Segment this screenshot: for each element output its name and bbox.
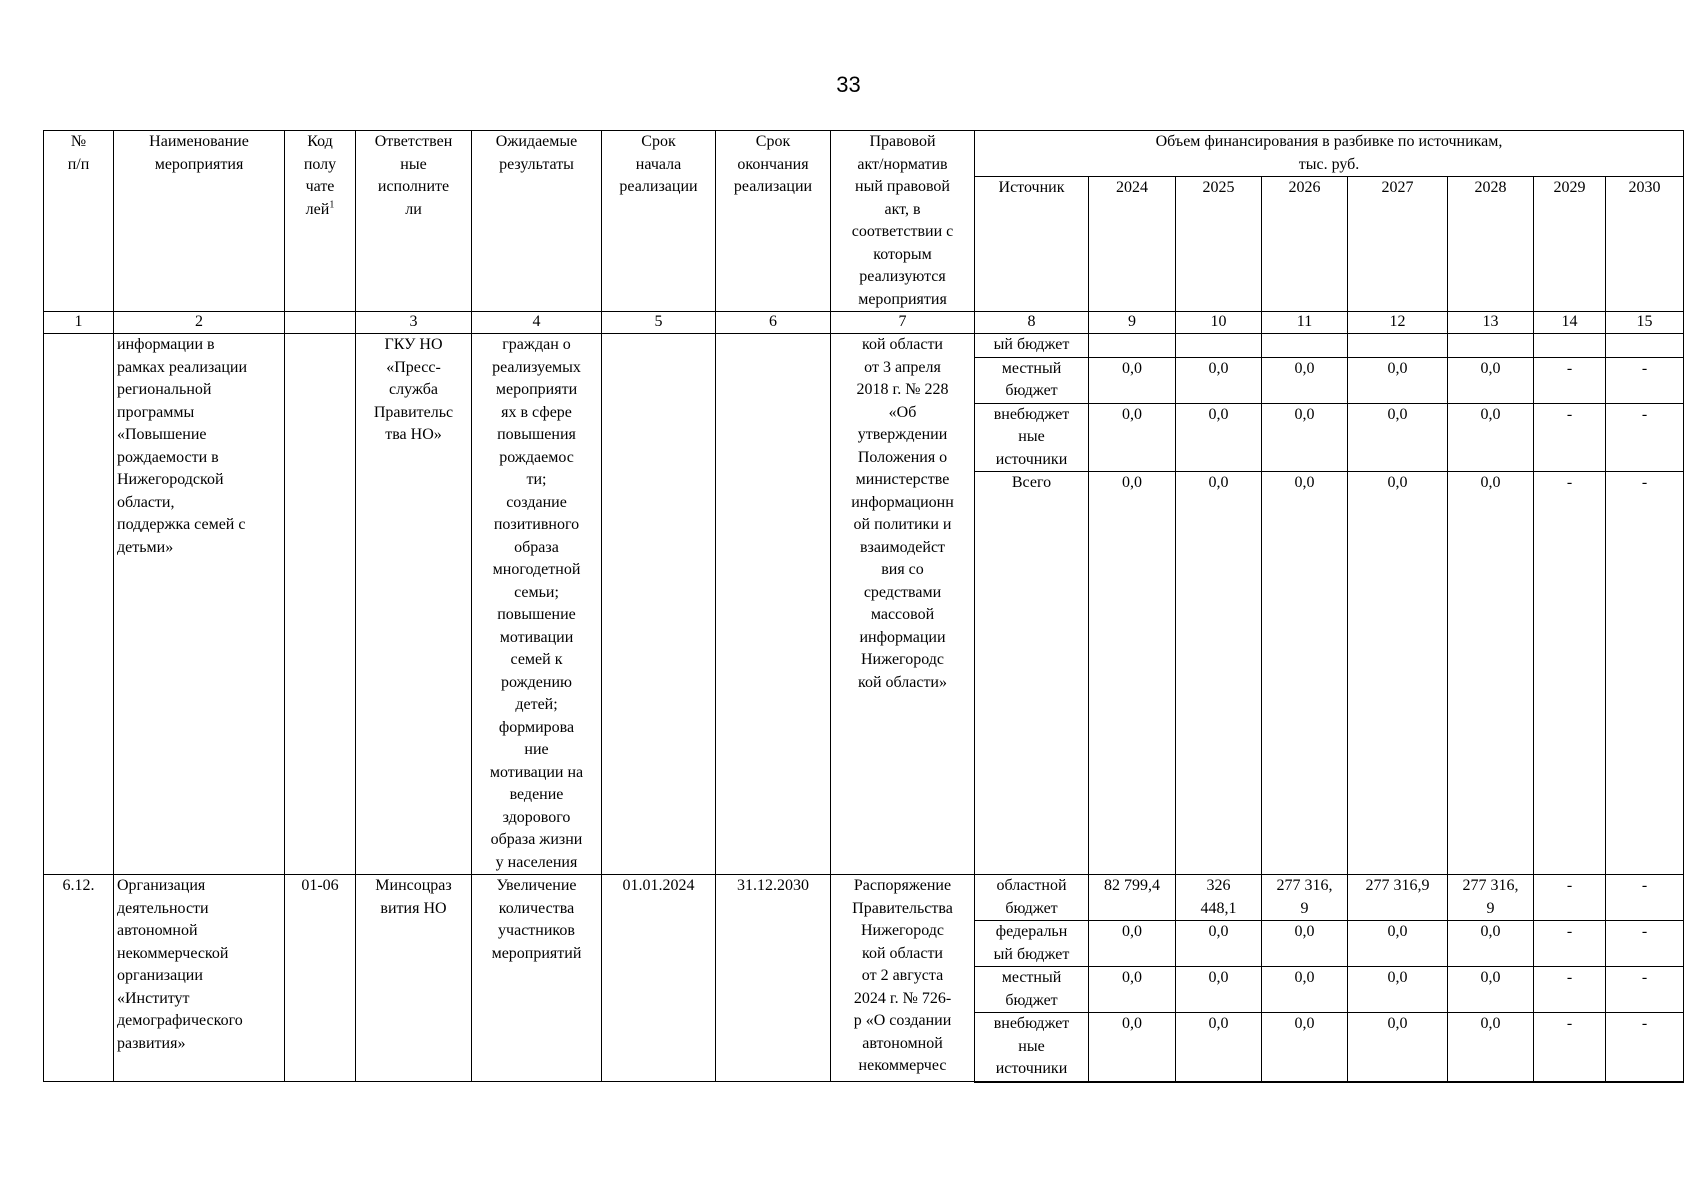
measure-name: информации в рамках реализации региональной программы «Повышение рождаемости в Нижегородской области, поддержка семей с детьми»	[114, 334, 285, 875]
header-act: Правовой акт/норматив ный правовой акт, в соответствии с которым реализуются мероприятия	[831, 131, 975, 312]
value-cell: 0,0	[1176, 357, 1262, 403]
value-cell: -	[1534, 1013, 1606, 1082]
measure-code: 01-06	[285, 875, 356, 1082]
header-results: Ожидаемые результаты	[472, 131, 602, 312]
value-cell: 0,0	[1262, 357, 1348, 403]
value-cell: 0,0	[1448, 403, 1534, 472]
value-cell: 0,0	[1262, 472, 1348, 875]
source-cell: местный бюджет	[975, 967, 1089, 1013]
column-number: 9	[1089, 312, 1176, 334]
value-cell: -	[1606, 921, 1684, 967]
value-cell: -	[1606, 875, 1684, 921]
measure-results: граждан о реализуемых мероприяти ях в сфере повышения рождаемос ти; создание позитивного образа многодетной семьи; повышение мотивации семей к рождению детей; формирова ние мотивации на ведение здорового образа жизни у населения	[472, 334, 602, 875]
header-code	[285, 131, 356, 312]
header-year: 2025	[1176, 177, 1262, 312]
measure-num: 6.12.	[44, 875, 114, 1082]
value-cell: 277 316,9	[1348, 875, 1448, 921]
measure-responsible: ГКУ НО «Пресс- служба Правительс тва НО»	[356, 334, 472, 875]
measure-end	[716, 334, 831, 875]
page-number: 33	[836, 72, 861, 97]
header-year: 2026	[1262, 177, 1348, 312]
column-number: 15	[1606, 312, 1684, 334]
column-number: 3	[356, 312, 472, 334]
column-number: 2	[114, 312, 285, 334]
value-cell: 0,0	[1176, 472, 1262, 875]
header-code-label: Код полу чате лей	[303, 133, 337, 218]
value-cell: -	[1606, 472, 1684, 875]
header-start: Срок начала реализации	[602, 131, 716, 312]
header-year: 2024	[1089, 177, 1176, 312]
column-number-row	[44, 312, 1684, 334]
value-cell: 0,0	[1176, 403, 1262, 472]
value-cell: -	[1606, 403, 1684, 472]
column-number: 6	[716, 312, 831, 334]
measure-act: кой области от 3 апреля 2018 г. № 228 «Об утверждении Положения о министерстве информационн ой политики и взаимодейст вия со средствами массовой информации Нижегородс кой области»	[831, 334, 975, 875]
source-cell: внебюджет ные источники	[975, 403, 1089, 472]
value-cell: 0,0	[1176, 921, 1262, 967]
value-cell: -	[1606, 1013, 1684, 1082]
value-cell: -	[1606, 967, 1684, 1013]
value-cell: 0,0	[1089, 357, 1176, 403]
header-year: 2027	[1348, 177, 1448, 312]
header-year: 2028	[1448, 177, 1534, 312]
source-cell: федеральн ый бюджет	[975, 921, 1089, 967]
value-cell: 0,0	[1089, 472, 1176, 875]
column-number: 1	[44, 312, 114, 334]
value-cell: -	[1606, 357, 1684, 403]
value-cell: 0,0	[1348, 357, 1448, 403]
value-cell: 0,0	[1089, 967, 1176, 1013]
source-cell: внебюджет ные источники	[975, 1013, 1089, 1082]
column-number: 8	[975, 312, 1089, 334]
value-cell: -	[1534, 875, 1606, 921]
header-source: Источник	[975, 177, 1089, 312]
value-cell: 277 316, 9	[1448, 875, 1534, 921]
value-cell: 0,0	[1448, 472, 1534, 875]
measure-responsible: Минсоцраз вития НО	[356, 875, 472, 1082]
source-cell: местный бюджет	[975, 357, 1089, 403]
header-end: Срок окончания реализации	[716, 131, 831, 312]
header-year: 2029	[1534, 177, 1606, 312]
value-cell: 0,0	[1089, 921, 1176, 967]
measure-name: Организация деятельности автономной некоммерческой организации «Институт демографического развития»	[114, 875, 285, 1082]
value-cell	[1262, 334, 1348, 358]
value-cell: 0,0	[1262, 403, 1348, 472]
column-number: 13	[1448, 312, 1534, 334]
value-cell: 0,0	[1262, 921, 1348, 967]
value-cell	[1089, 334, 1176, 358]
header-financing: Объем финансирования в разбивке по источникам, тыс. руб.	[975, 131, 1684, 177]
value-cell: 0,0	[1262, 1013, 1348, 1082]
value-cell: -	[1534, 403, 1606, 472]
value-cell: 0,0	[1176, 967, 1262, 1013]
value-cell: -	[1534, 967, 1606, 1013]
source-cell: ый бюджет	[975, 334, 1089, 358]
value-cell: 277 316, 9	[1262, 875, 1348, 921]
value-cell: 326 448,1	[1176, 875, 1262, 921]
value-cell	[1606, 334, 1684, 358]
value-cell: 82 799,4	[1089, 875, 1176, 921]
header-year: 2030	[1606, 177, 1684, 312]
value-cell: 0,0	[1348, 403, 1448, 472]
header-num: № п/п	[44, 131, 114, 312]
value-cell	[1534, 334, 1606, 358]
header-name: Наименование мероприятия	[114, 131, 285, 312]
column-number: 5	[602, 312, 716, 334]
value-cell: 0,0	[1448, 357, 1534, 403]
column-number	[285, 312, 356, 334]
value-cell: 0,0	[1348, 921, 1448, 967]
value-cell: -	[1534, 921, 1606, 967]
value-cell: 0,0	[1448, 967, 1534, 1013]
header-responsible: Ответствен ные исполните ли	[356, 131, 472, 312]
value-cell	[1348, 334, 1448, 358]
measure-num	[44, 334, 114, 875]
column-number: 10	[1176, 312, 1262, 334]
column-number: 4	[472, 312, 602, 334]
value-cell	[1448, 334, 1534, 358]
value-cell: 0,0	[1348, 472, 1448, 875]
measures-table	[43, 130, 1684, 1083]
column-number: 12	[1348, 312, 1448, 334]
measure-start: 01.01.2024	[602, 875, 716, 1082]
value-cell: 0,0	[1348, 1013, 1448, 1082]
measure-end: 31.12.2030	[716, 875, 831, 1082]
value-cell: -	[1534, 357, 1606, 403]
value-cell: 0,0	[1348, 967, 1448, 1013]
column-number: 7	[831, 312, 975, 334]
value-cell: 0,0	[1448, 921, 1534, 967]
value-cell: 0,0	[1262, 967, 1348, 1013]
table-row	[44, 875, 1684, 921]
table-row	[44, 334, 1684, 358]
value-cell: 0,0	[1448, 1013, 1534, 1082]
value-cell: 0,0	[1089, 403, 1176, 472]
column-number: 14	[1534, 312, 1606, 334]
value-cell	[1176, 334, 1262, 358]
value-cell: 0,0	[1089, 1013, 1176, 1082]
measure-act: Распоряжение Правительства Нижегородс кой области от 2 августа 2024 г. № 726- р «О создании автономной некоммерчес	[831, 875, 975, 1082]
measure-start	[602, 334, 716, 875]
footnote-mark: 1	[329, 199, 335, 211]
source-cell: областной бюджет	[975, 875, 1089, 921]
value-cell: -	[1534, 472, 1606, 875]
source-cell: Всего	[975, 472, 1089, 875]
header-row-1	[44, 131, 1684, 177]
column-number: 11	[1262, 312, 1348, 334]
value-cell: 0,0	[1176, 1013, 1262, 1082]
measure-code	[285, 334, 356, 875]
measure-results: Увеличение количества участников мероприятий	[472, 875, 602, 1082]
